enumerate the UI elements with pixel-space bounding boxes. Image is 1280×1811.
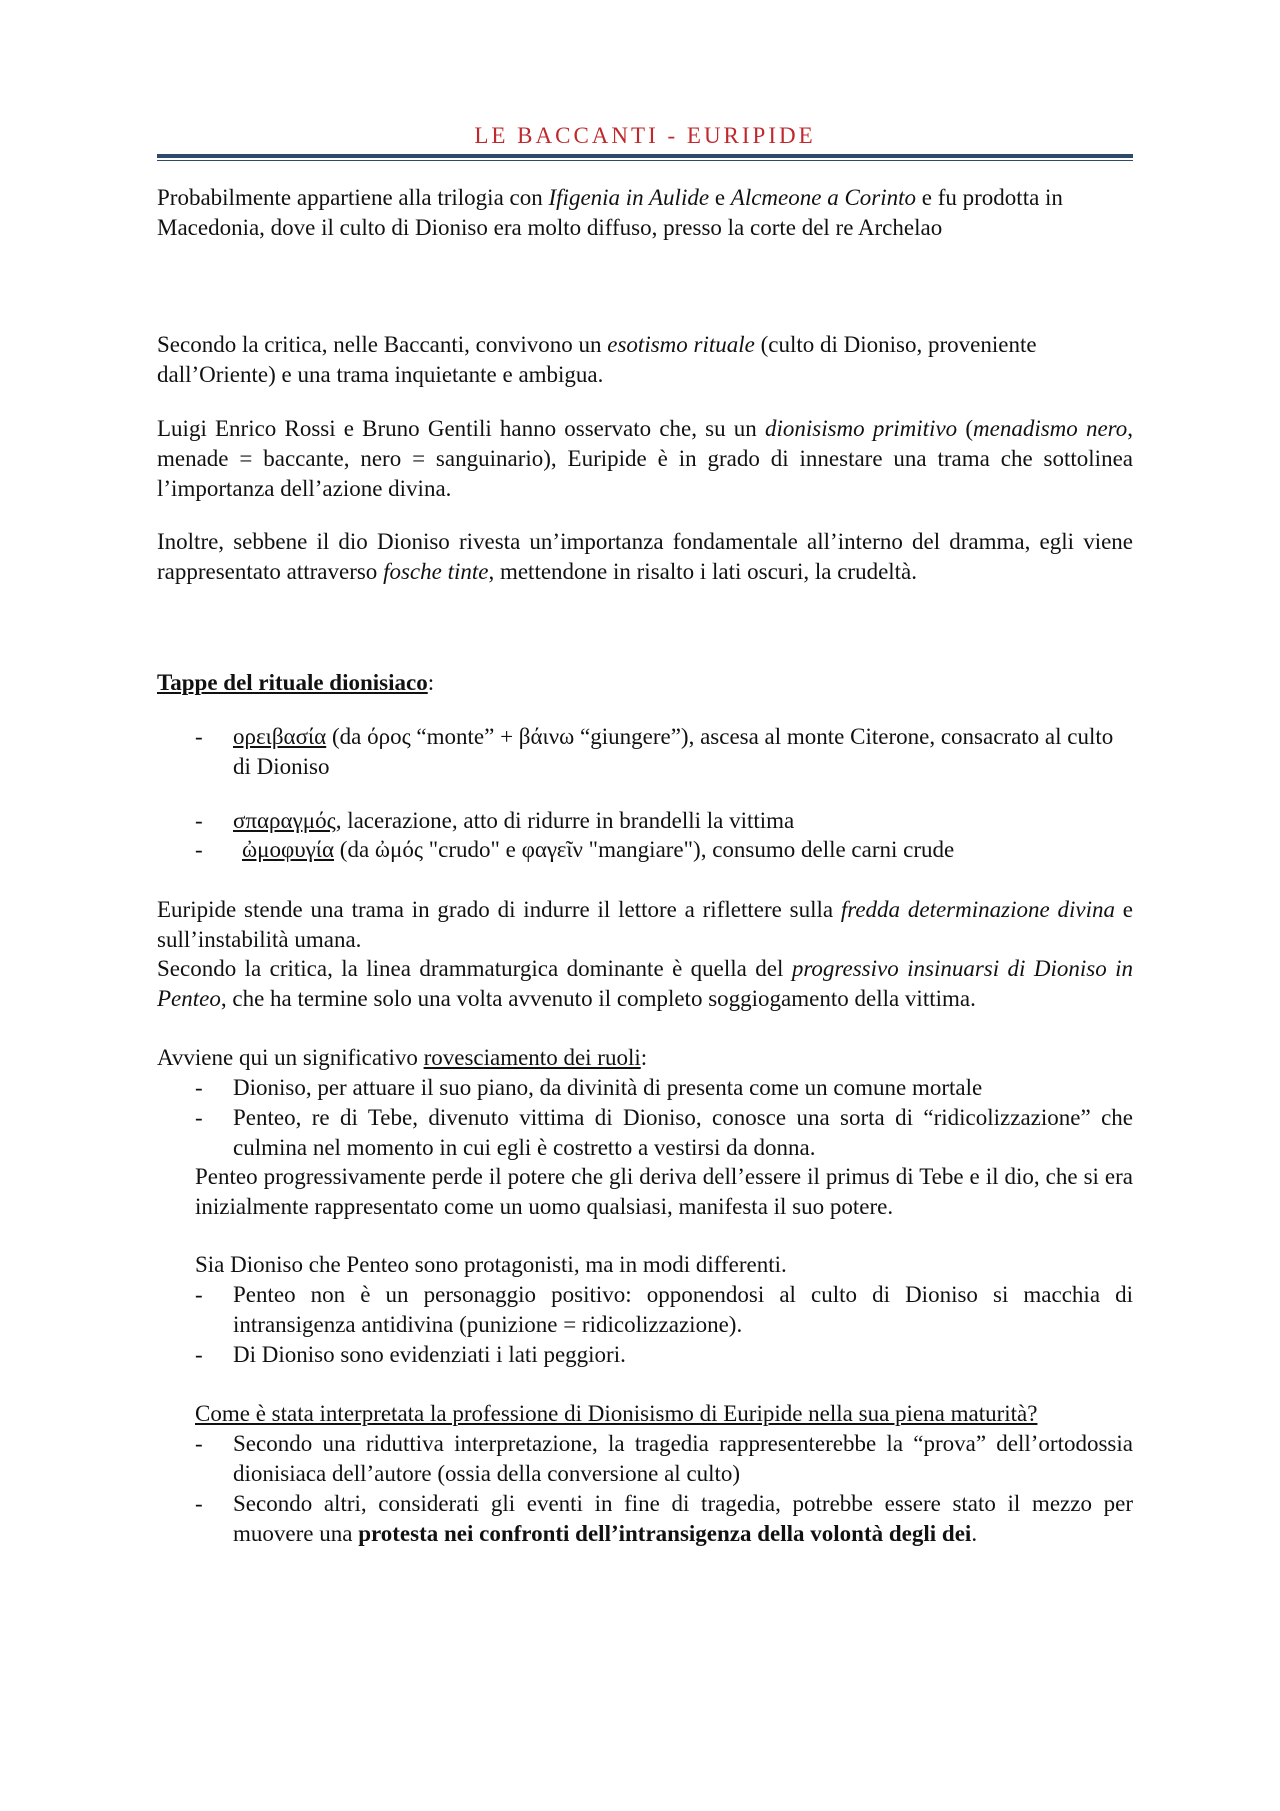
list-item-text: Secondo una riduttiva interpretazione, la tragedia rappresenterebbe la “prova” dell’ortodossia dionisiaca dell’autore (ossia della conversione al culto) bbox=[233, 1431, 1133, 1486]
text: Probabilmente appartiene alla trilogia con bbox=[157, 185, 549, 210]
text: Secondo altri, considerati gli eventi in fine di tragedia, potrebbe essere stato il mezzo per muovere una bbox=[233, 1491, 1133, 1546]
text: (da όρος “monte” + βάινω “giungere”), ascesa al monte Citerone, consacrato al culto di Dioniso bbox=[233, 724, 1114, 779]
list-item-text: Di Dioniso sono evidenziati i lati peggiori. bbox=[233, 1342, 626, 1367]
text: , mettendone in risalto i lati oscuri, la crudeltà. bbox=[488, 559, 918, 584]
list-item bbox=[195, 806, 1133, 836]
text: . bbox=[971, 1521, 978, 1546]
question-heading bbox=[195, 1399, 1133, 1429]
list-item bbox=[195, 1489, 1133, 1549]
text: e bbox=[709, 185, 731, 210]
section-heading-tappe bbox=[157, 668, 1133, 698]
list-item-text: Dioniso, per attuare il suo piano, da divinità di presenta come un comune mortale bbox=[233, 1075, 983, 1100]
title-rule-thick bbox=[157, 154, 1133, 158]
italic-text: Ifigenia in Aulide bbox=[548, 185, 710, 210]
title-rule-thin bbox=[157, 160, 1133, 161]
paragraph-inoltre bbox=[157, 527, 1133, 587]
bold-text: protesta nei confronti dell’intransigenza della volontà degli dei bbox=[358, 1521, 972, 1546]
greek-term: ορειβασία bbox=[233, 724, 327, 749]
text: Luigi Enrico Rossi e Bruno Gentili hanno osservato che, su un bbox=[157, 416, 765, 441]
italic-text: esotismo rituale bbox=[607, 332, 755, 357]
text: (culto di Dioniso, proveniente dall’Oriente) e una trama inquietante e ambigua. bbox=[157, 332, 1037, 387]
list-item bbox=[195, 1280, 1133, 1340]
text: e sull’instabilità umana. bbox=[157, 897, 1133, 952]
text: ( bbox=[957, 416, 973, 441]
list-item bbox=[195, 1073, 1133, 1103]
list-item bbox=[195, 1429, 1133, 1489]
italic-text: progressivo insinuarsi di Dioniso in Penteo bbox=[157, 956, 1134, 1011]
text: Penteo progressivamente perde il potere che gli deriva dell’essere il primus di Tebe e il dio, che si era inizialmente rappresentato come un uomo qualsiasi, manifesta il suo potere. bbox=[195, 1164, 1133, 1219]
italic-text: fosche tinte bbox=[383, 559, 489, 584]
list-item bbox=[195, 835, 1133, 865]
list-item bbox=[195, 722, 1133, 782]
paragraph-protagonisti bbox=[195, 1250, 1133, 1280]
text: e fu prodotta in Macedonia, dove il culto di Dioniso era molto diffuso, presso la corte del re Archelao bbox=[157, 185, 1063, 240]
italic-text: menadismo nero bbox=[973, 416, 1128, 441]
heading-text: Tappe del rituale dionisiaco bbox=[157, 670, 428, 695]
page-title: LE BACCANTI - EURIPIDE bbox=[474, 123, 816, 148]
paragraph-trama bbox=[157, 895, 1133, 955]
text: Inoltre, sebbene il dio Dioniso rivesta un’importanza fondamentale all’interno del dramma, egli viene rappresentato attraverso bbox=[157, 529, 1133, 584]
text: : bbox=[427, 670, 435, 695]
italic-text: dionisismo primitivo bbox=[764, 416, 958, 441]
text: Secondo la critica, nelle Baccanti, convivono un bbox=[157, 332, 608, 357]
italic-text: fredda determinazione divina bbox=[840, 897, 1115, 922]
dash-bullet: - bbox=[195, 1105, 203, 1130]
text: Euripide stende una trama in grado di indurre il lettore a riflettere sulla bbox=[157, 897, 841, 922]
paragraph-rovesciamento bbox=[157, 1043, 1133, 1073]
text: Sia Dioniso che Penteo sono protagonisti, ma in modi differenti. bbox=[195, 1252, 787, 1277]
list-item bbox=[195, 1340, 1133, 1370]
underlined-text: rovesciamento dei ruoli bbox=[423, 1045, 641, 1070]
dash-bullet: - bbox=[195, 1342, 203, 1367]
dash-bullet: - bbox=[195, 724, 203, 749]
underlined-text: Come è stata interpretata la professione di Dionisismo di Euripide nella sua piena maturità? bbox=[195, 1401, 1038, 1426]
text: Secondo la critica, la linea drammaturgica dominante è quella del bbox=[157, 956, 792, 981]
text: , menade = baccante, nero = sanguinario), Euripide è in grado di innestare una trama che sottolinea l’importanza dell’azione divina. bbox=[157, 416, 1133, 501]
text: (da ὠμός "crudo" e φαγεῖν "mangiare"), consumo delle carni crude bbox=[334, 837, 955, 862]
paragraph-penteo-potere bbox=[195, 1162, 1133, 1222]
paragraph-rossi-gentili bbox=[157, 414, 1133, 504]
list-item bbox=[195, 1103, 1133, 1163]
list-item-text: Penteo, re di Tebe, divenuto vittima di Dioniso, conosce una sorta di “ridicolizzazione” che culmina nel momento in cui egli è costretto a vestirsi da donna. bbox=[233, 1105, 1133, 1160]
text: Avviene qui un significativo bbox=[157, 1045, 424, 1070]
text: : bbox=[640, 1045, 648, 1070]
dash-bullet: - bbox=[195, 1491, 203, 1516]
paragraph-critica bbox=[157, 330, 1133, 390]
dash-bullet: - bbox=[195, 1431, 203, 1456]
paragraph-linea-drammaturgica bbox=[157, 954, 1133, 1014]
paragraph-intro bbox=[157, 183, 1133, 243]
text: , lacerazione, atto di ridurre in brandelli la vittima bbox=[335, 808, 795, 833]
text: , che ha termine solo una volta avvenuto il completo soggiogamento della vittima. bbox=[220, 986, 976, 1011]
dash-bullet: - bbox=[195, 837, 203, 862]
greek-term: σπαραγμός bbox=[233, 808, 336, 833]
dash-bullet: - bbox=[195, 808, 203, 833]
greek-term: ὠμοφυγία bbox=[242, 837, 335, 862]
dash-bullet: - bbox=[195, 1282, 203, 1307]
list-item-text: Penteo non è un personaggio positivo: opponendosi al culto di Dioniso si macchia di intransigenza antidivina (punizione = ridicolizzazione). bbox=[233, 1282, 1133, 1337]
italic-text: Alcmeone a Corinto bbox=[730, 185, 917, 210]
dash-bullet: - bbox=[195, 1075, 203, 1100]
